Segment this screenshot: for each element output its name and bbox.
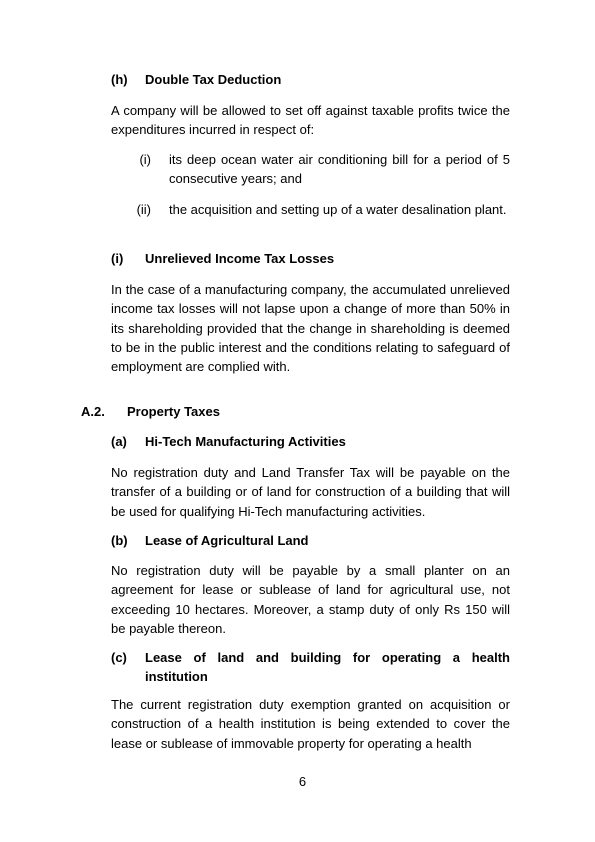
- section-b-title: Lease of Agricultural Land: [145, 533, 309, 548]
- page-number: 6: [298, 774, 307, 789]
- section-a2-title: Property Taxes: [127, 404, 220, 419]
- section-h-item-2: [111, 200, 510, 240]
- section-a2-mark: A.2.: [81, 404, 105, 419]
- section-c-heading: [111, 648, 511, 688]
- section-a-body: No registration duty and Land Transfer Tax will be payable on the transfer of a building or of land for construction of a building that will be used for qualifying Hi-Tech manufacturing activities.: [111, 465, 510, 519]
- section-h-item-2-text: the acquisition and setting up of a water desalination plant.: [169, 202, 507, 217]
- section-h-title: Double Tax Deduction: [145, 72, 282, 87]
- section-h-item-1: [111, 150, 510, 190]
- section-c-title: Lease of land and building for operating a health institution: [145, 650, 510, 684]
- section-i-body: In the case of a manufacturing company, the accumulated unrelieved income tax losses will not lapse upon a change of more than 50% in its shareholding provided that the change in shareholding is deemed to be in the public interest and the conditions relating to safeguard of employment are complied with.: [111, 282, 510, 375]
- section-h-intro: A company will be allowed to set off against taxable profits twice the expenditures incurred in respect of:: [111, 103, 510, 138]
- section-h-item-1-text: its deep ocean water air conditioning bill for a period of 5 consecutive years; and: [169, 152, 510, 187]
- section-a-title: Hi-Tech Manufacturing Activities: [145, 434, 346, 449]
- section-b-mark: (b): [111, 533, 128, 548]
- section-h-item-2-num: (ii): [136, 202, 151, 217]
- section-a-mark: (a): [111, 434, 127, 449]
- section-h-item-1-num: (i): [139, 152, 151, 167]
- section-i-title: Unrelieved Income Tax Losses: [145, 251, 335, 266]
- section-c-mark: (c): [111, 650, 127, 665]
- section-c-body: The current registration duty exemption granted on acquisition or construction of a health institution is being extended to cover the lease or sublease of immovable property for operating a health: [111, 697, 510, 751]
- section-h-mark: (h): [111, 72, 128, 87]
- section-i-mark: (i): [111, 251, 124, 266]
- section-b-body: No registration duty will be payable by a small planter on an agreement for lease or sublease of land for agricultural use, not exceeding 10 hectares. Moreover, a stamp duty of only Rs 150 will be payable thereon.: [111, 563, 510, 636]
